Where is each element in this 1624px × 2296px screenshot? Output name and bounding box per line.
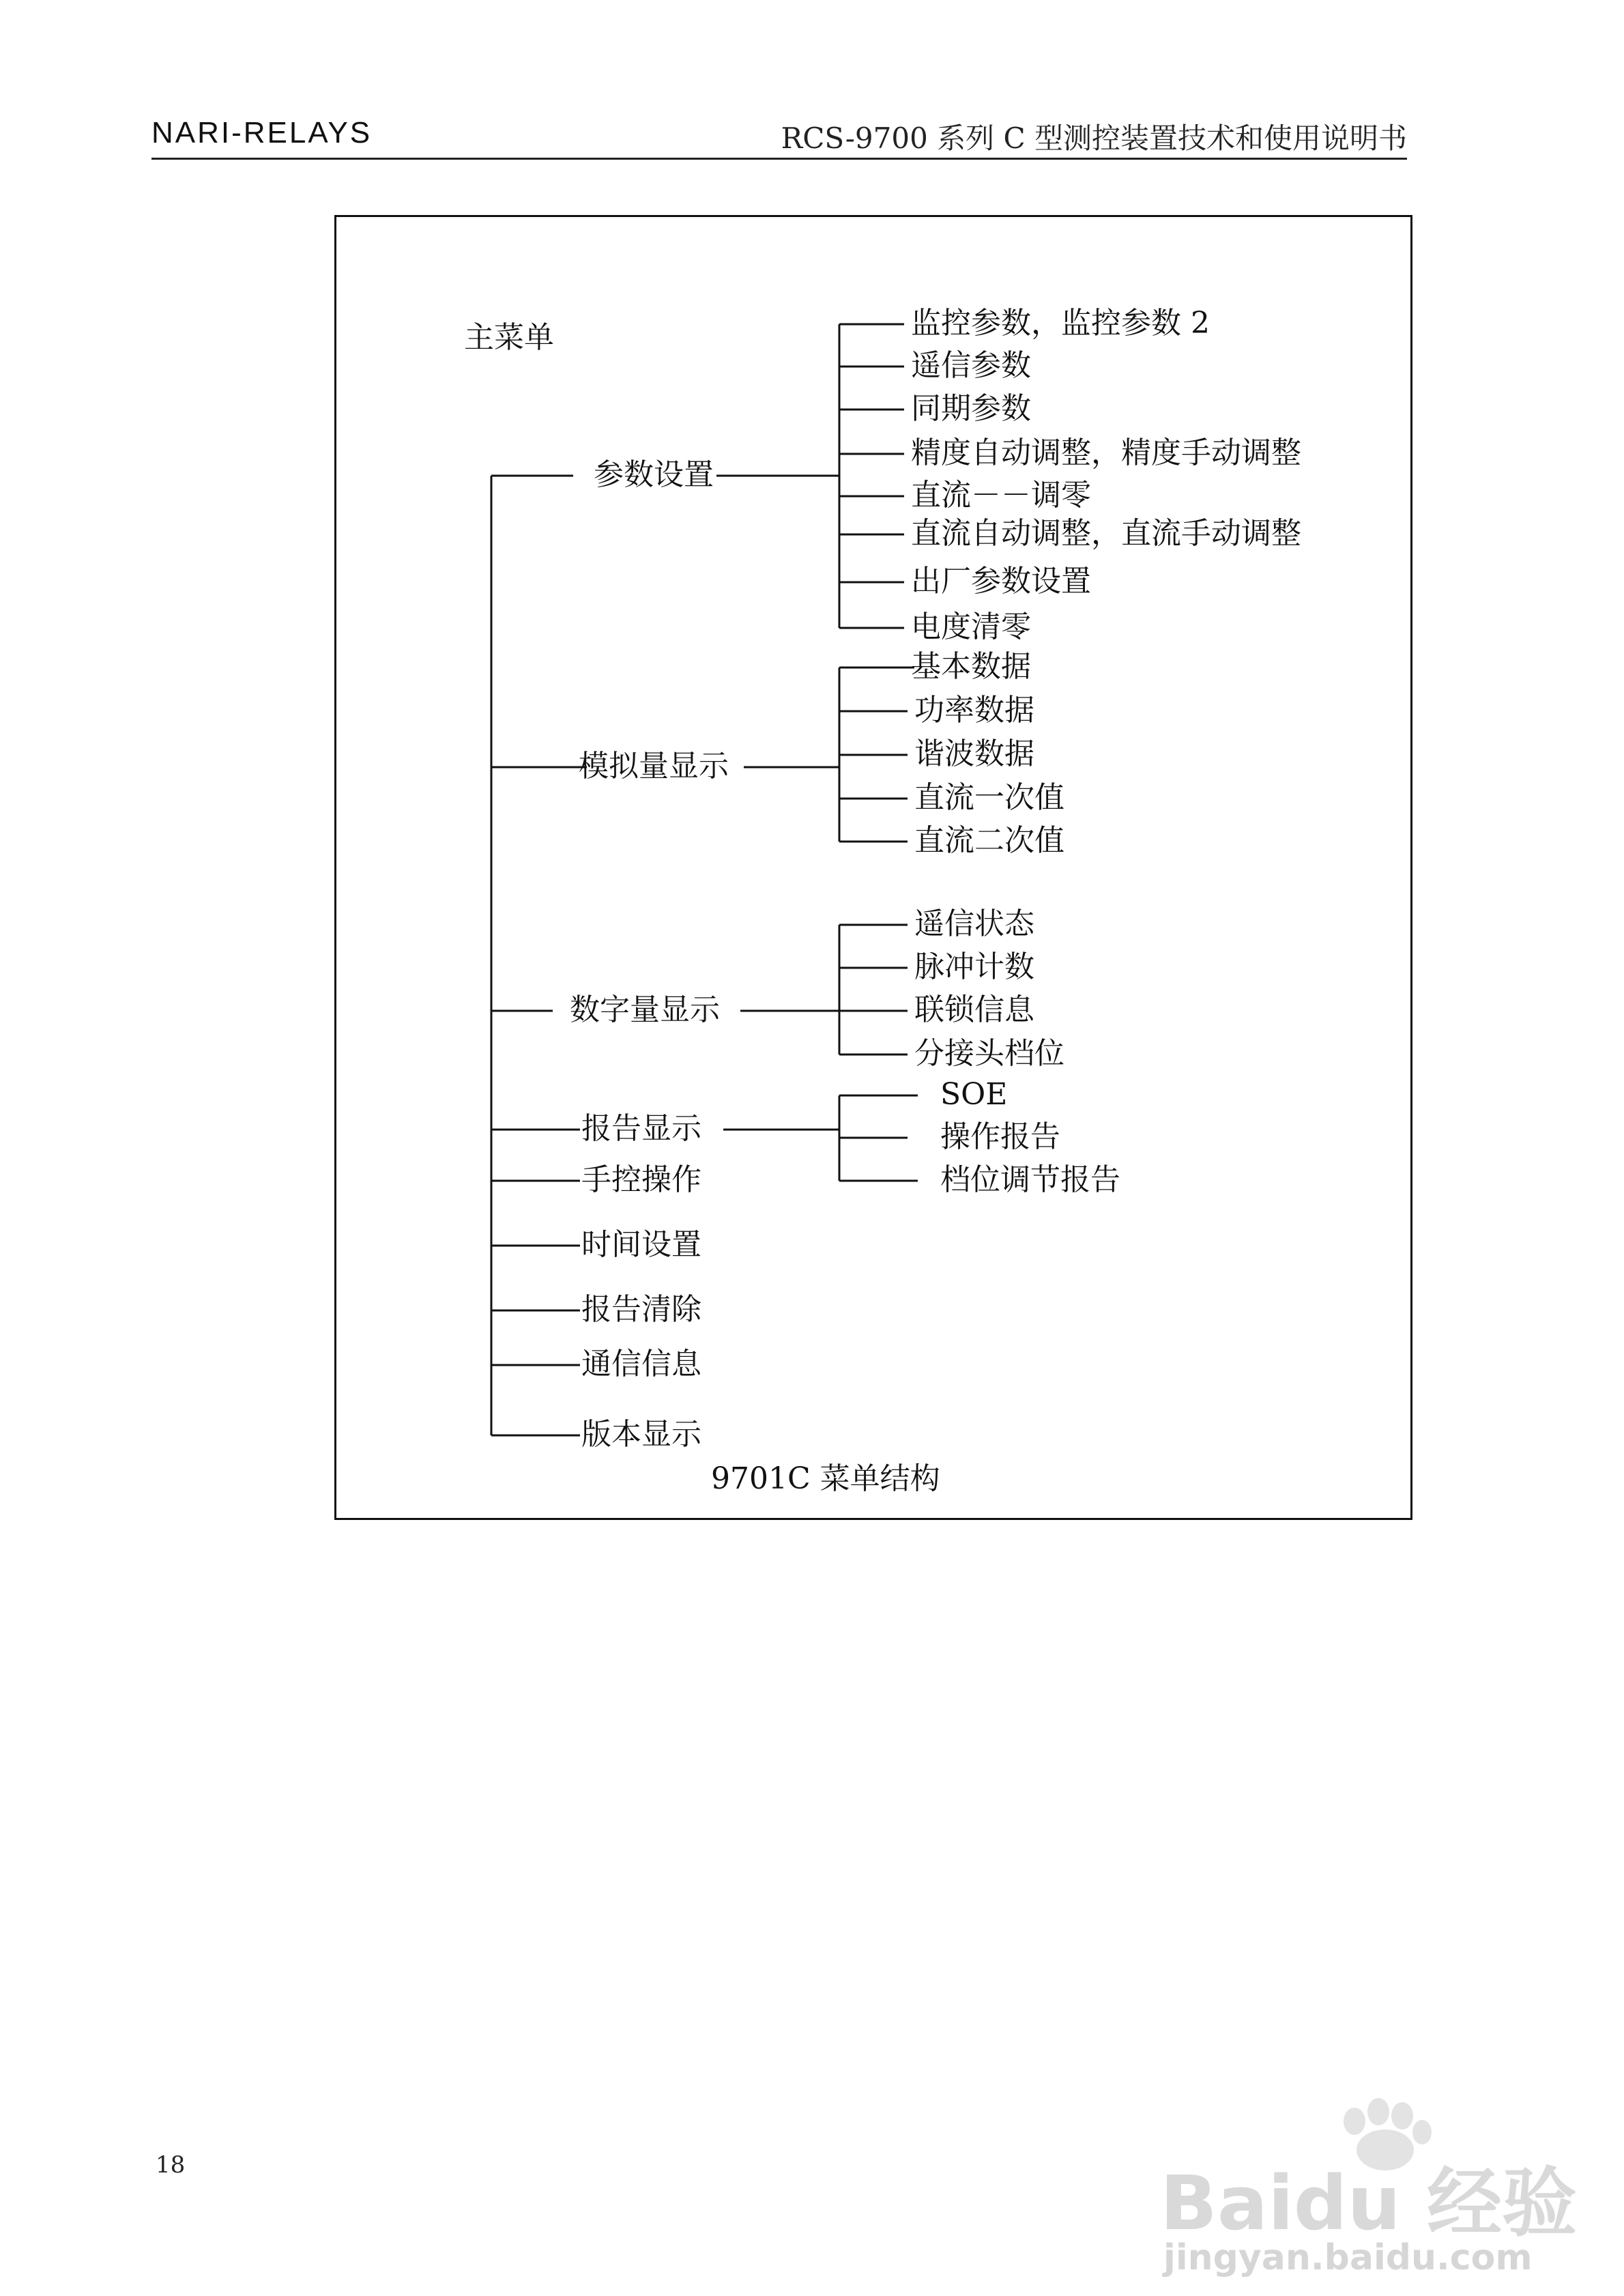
leaf-tap-adjust-report: 档位调节报告: [940, 1162, 1120, 1197]
branch-analog-display: 模拟量显示: [579, 749, 729, 784]
leaf-telesignal-params: 遥信参数: [911, 348, 1031, 383]
page-number: 18: [156, 2151, 186, 2179]
leaf-telesignal-status: 遥信状态: [914, 906, 1034, 941]
header-title: RCS-9700 系列 C 型测控装置技术和使用说明书: [781, 121, 1407, 155]
diagram-caption: 9701C 菜单结构: [711, 1461, 940, 1496]
leaf-harmonic-data: 谐波数据: [914, 736, 1034, 771]
branch-report-display: 报告显示: [581, 1111, 701, 1146]
leaf-interlock-info: 联锁信息: [914, 992, 1034, 1027]
leaf-monitor-params: 监控参数，监控参数 2: [911, 306, 1210, 341]
leaf-dc-primary: 直流一次值: [914, 780, 1064, 815]
leaf-basic-data: 基本数据: [911, 649, 1031, 684]
watermark-url: jingyan.baidu.com: [1163, 2237, 1533, 2278]
leaf-dc-zero: 直流－－调零: [911, 478, 1091, 513]
leaf-tap-position: 分接头档位: [914, 1036, 1064, 1071]
leaf-precision-adjust: 精度自动调整，精度手动调整: [911, 435, 1301, 470]
branch-param-settings: 参数设置: [594, 457, 714, 492]
leaf-pulse-count: 脉冲计数: [914, 949, 1034, 984]
watermark-brand: Baidu 经验: [1160, 2159, 1578, 2247]
leaf-dc-adjust: 直流自动调整，直流手动调整: [911, 516, 1301, 551]
branch-version-display: 版本显示: [581, 1417, 701, 1452]
header-left: NARI-RELAYS: [151, 116, 373, 149]
leaf-soe: SOE: [940, 1077, 1008, 1112]
leaf-factory-settings: 出厂参数设置: [911, 564, 1091, 599]
branch-time-settings: 时间设置: [581, 1227, 701, 1262]
leaf-power-data: 功率数据: [914, 693, 1034, 728]
leaf-energy-clear: 电度清零: [911, 609, 1031, 644]
branch-digital-display: 数字量显示: [570, 992, 720, 1027]
branch-report-clear: 报告清除: [581, 1292, 701, 1327]
leaf-dc-secondary: 直流二次值: [914, 823, 1064, 858]
leaf-sync-params: 同期参数: [911, 391, 1031, 426]
root-menu-label: 主菜单: [464, 320, 554, 355]
branch-comm-info: 通信信息: [581, 1347, 701, 1381]
branch-manual-control: 手控操作: [581, 1162, 701, 1197]
leaf-operation-report: 操作报告: [940, 1119, 1060, 1154]
